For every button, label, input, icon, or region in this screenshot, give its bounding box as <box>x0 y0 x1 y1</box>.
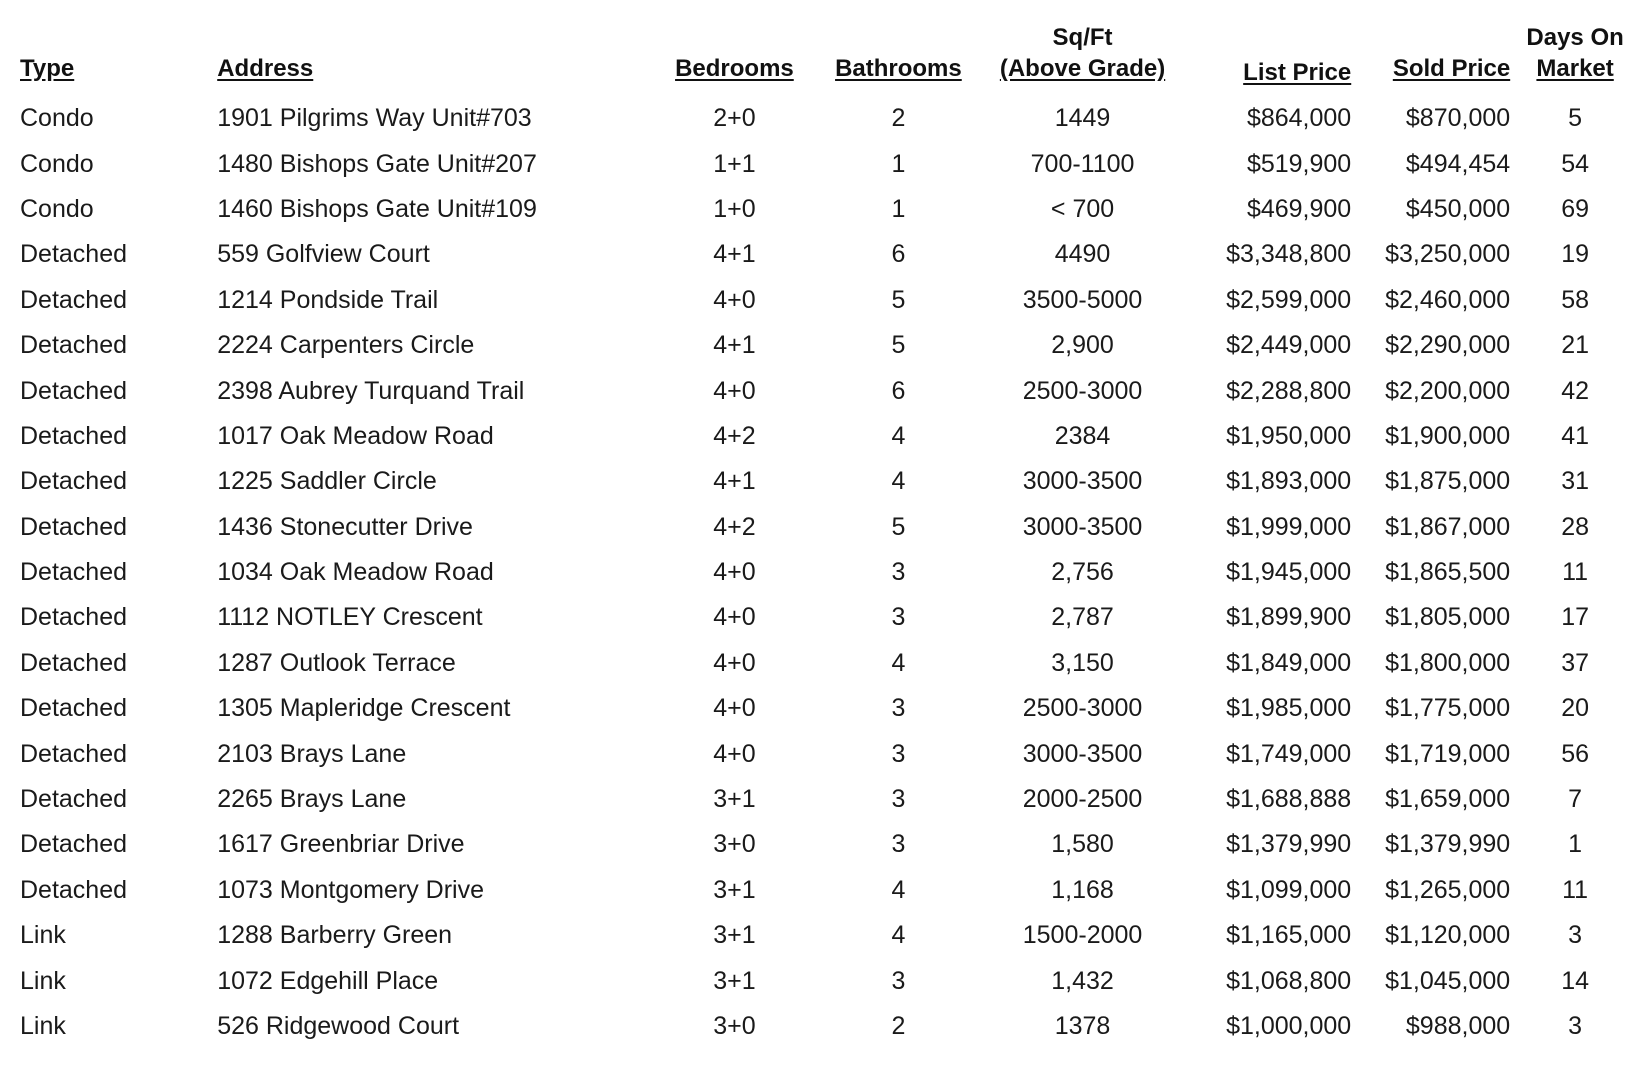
cell-bathrooms: 3 <box>891 739 906 768</box>
header-days-on-market <box>1516 18 1634 90</box>
cell-sold-price: $1,775,000 <box>1385 694 1511 723</box>
cell-type: Detached <box>20 331 128 360</box>
cell-address: 1214 Pondside Trail <box>217 285 439 314</box>
header-dom-line1: Days On <box>1526 24 1624 51</box>
cell-bedrooms: 4+0 <box>713 694 756 723</box>
cell-address: 1901 Pilgrims Way Unit#703 <box>217 104 532 133</box>
cell-address: 2103 Brays Lane <box>217 739 407 768</box>
cell-bedrooms: 4+0 <box>713 603 756 632</box>
cell-list-price: $1,099,000 <box>1226 875 1352 904</box>
table-row <box>14 913 1634 958</box>
cell-sqft: 2500-3000 <box>1022 694 1143 723</box>
cell-sqft: 1,432 <box>1051 966 1114 995</box>
cell-sqft: 1378 <box>1054 1012 1111 1040</box>
cell-bedrooms: 4+2 <box>713 421 756 450</box>
cell-type: Detached <box>20 558 128 587</box>
cell-address: 1017 Oak Meadow Road <box>217 421 494 450</box>
cell-days-on-market: 19 <box>1561 240 1589 269</box>
cell-list-price: $1,950,000 <box>1226 421 1352 450</box>
cell-type: Detached <box>20 785 128 814</box>
cell-bathrooms: 4 <box>891 921 906 950</box>
cell-type: Detached <box>20 467 128 496</box>
cell-list-price: $2,449,000 <box>1226 331 1352 360</box>
cell-list-price: $1,688,888 <box>1226 785 1352 814</box>
cell-address: 526 Ridgewood Court <box>217 1012 460 1040</box>
cell-address: 1436 Stonecutter Drive <box>217 512 473 541</box>
table-row <box>14 414 1634 459</box>
cell-days-on-market: 11 <box>1562 875 1589 904</box>
cell-bathrooms: 4 <box>891 467 906 496</box>
cell-sold-price: $450,000 <box>1405 194 1511 223</box>
cell-days-on-market: 20 <box>1561 694 1589 723</box>
cell-type: Link <box>20 1012 66 1040</box>
cell-type: Link <box>20 966 66 995</box>
cell-sqft: 3000-3500 <box>1022 512 1143 541</box>
cell-list-price: $1,749,000 <box>1226 739 1352 768</box>
cell-bathrooms: 3 <box>891 830 906 859</box>
table-row <box>14 686 1634 731</box>
table-row <box>14 777 1634 822</box>
cell-days-on-market: 17 <box>1561 603 1589 632</box>
cell-sold-price: $1,900,000 <box>1385 421 1511 450</box>
cell-bathrooms: 1 <box>891 194 906 223</box>
cell-list-price: $1,379,990 <box>1226 830 1352 859</box>
cell-sold-price: $1,805,000 <box>1385 603 1511 632</box>
cell-address: 1072 Edgehill Place <box>217 966 439 995</box>
cell-list-price: $1,849,000 <box>1226 648 1352 677</box>
cell-bedrooms: 3+0 <box>713 1012 756 1040</box>
header-sold-price: Sold Price <box>1392 55 1511 82</box>
cell-days-on-market: 42 <box>1561 376 1589 405</box>
cell-days-on-market: 3 <box>1568 1012 1583 1040</box>
cell-type: Detached <box>20 512 128 541</box>
header-sqft-line1: Sq/Ft <box>1052 24 1113 51</box>
cell-list-price: $1,985,000 <box>1226 694 1352 723</box>
table-row <box>14 641 1634 686</box>
header-address: Address <box>217 55 314 82</box>
cell-type: Link <box>20 921 66 950</box>
cell-sqft: 2,787 <box>1051 603 1114 632</box>
cell-days-on-market: 56 <box>1561 739 1589 768</box>
cell-sold-price: $1,865,500 <box>1385 558 1511 587</box>
cell-days-on-market: 41 <box>1561 421 1589 450</box>
cell-list-price: $2,599,000 <box>1226 285 1352 314</box>
cell-bedrooms: 3+1 <box>713 966 756 995</box>
cell-bedrooms: 4+0 <box>713 376 756 405</box>
cell-list-price: $519,900 <box>1246 149 1352 178</box>
cell-sold-price: $1,867,000 <box>1385 512 1511 541</box>
cell-type: Detached <box>20 830 128 859</box>
cell-address: 559 Golfview Court <box>217 240 430 269</box>
cell-bathrooms: 5 <box>891 512 906 541</box>
table-row <box>14 323 1634 368</box>
table-row <box>14 822 1634 867</box>
cell-days-on-market: 58 <box>1561 285 1589 314</box>
cell-bedrooms: 4+0 <box>713 285 756 314</box>
cell-address: 1034 Oak Meadow Road <box>217 558 494 587</box>
cell-sqft: 2384 <box>1054 421 1111 450</box>
header-dom-line2: Market <box>1536 55 1614 82</box>
cell-sqft: 3000-3500 <box>1022 739 1143 768</box>
cell-days-on-market: 69 <box>1561 194 1589 223</box>
cell-type: Condo <box>20 149 94 178</box>
cell-bedrooms: 4+0 <box>713 739 756 768</box>
cell-sqft: 2,900 <box>1051 331 1114 360</box>
header-sqft <box>982 18 1183 90</box>
table-row <box>14 505 1634 550</box>
cell-type: Detached <box>20 739 128 768</box>
table-row <box>14 368 1634 413</box>
cell-sqft: 1,580 <box>1051 830 1114 859</box>
cell-list-price: $1,068,800 <box>1226 966 1352 995</box>
header-sqft-line2: (Above Grade) <box>999 55 1166 82</box>
header-bathrooms: Bathrooms <box>835 55 962 82</box>
cell-sold-price: $2,290,000 <box>1385 331 1511 360</box>
cell-days-on-market: 31 <box>1561 467 1589 496</box>
cell-sqft: 3500-5000 <box>1022 285 1143 314</box>
table-row <box>14 731 1634 776</box>
cell-sold-price: $1,659,000 <box>1385 785 1511 814</box>
cell-sold-price: $988,000 <box>1405 1012 1511 1040</box>
header-type: Type <box>20 55 75 82</box>
table-row <box>14 141 1634 186</box>
cell-bedrooms: 3+0 <box>713 830 756 859</box>
cell-days-on-market: 3 <box>1568 921 1583 950</box>
cell-list-price: $1,165,000 <box>1226 921 1352 950</box>
cell-sold-price: $1,800,000 <box>1385 648 1511 677</box>
table-row <box>14 232 1634 277</box>
cell-type: Detached <box>20 603 128 632</box>
cell-sold-price: $1,379,990 <box>1385 830 1511 859</box>
cell-days-on-market: 21 <box>1561 331 1589 360</box>
cell-address: 2398 Aubrey Turquand Trail <box>217 376 525 405</box>
cell-days-on-market: 11 <box>1562 558 1589 587</box>
cell-bathrooms: 3 <box>891 558 906 587</box>
cell-address: 1073 Montgomery Drive <box>217 875 484 904</box>
cell-type: Condo <box>20 104 94 133</box>
cell-sqft: 2500-3000 <box>1022 376 1143 405</box>
cell-bathrooms: 3 <box>891 603 906 632</box>
cell-sold-price: $1,875,000 <box>1385 467 1511 496</box>
cell-list-price: $3,348,800 <box>1226 240 1352 269</box>
cell-bedrooms: 1+1 <box>713 149 756 178</box>
cell-sold-price: $1,719,000 <box>1385 739 1511 768</box>
header-row <box>14 18 1634 90</box>
table-row <box>14 278 1634 323</box>
cell-sold-price: $870,000 <box>1405 104 1511 133</box>
table-row <box>14 595 1634 640</box>
header-list-price: List Price <box>1243 59 1352 86</box>
cell-bedrooms: 4+1 <box>713 240 756 269</box>
cell-list-price: $864,000 <box>1246 104 1352 133</box>
cell-bathrooms: 5 <box>891 331 906 360</box>
cell-address: 1225 Saddler Circle <box>217 467 437 496</box>
cell-address: 1617 Greenbriar Drive <box>217 830 465 859</box>
cell-list-price: $2,288,800 <box>1226 376 1352 405</box>
cell-sqft: 1449 <box>1054 104 1111 133</box>
cell-sqft: 2,756 <box>1051 558 1114 587</box>
cell-bedrooms: 1+0 <box>713 194 756 223</box>
cell-sold-price: $1,120,000 <box>1385 921 1511 950</box>
cell-days-on-market: 7 <box>1568 785 1583 814</box>
cell-days-on-market: 28 <box>1561 512 1589 541</box>
cell-sold-price: $494,454 <box>1405 149 1511 178</box>
cell-bedrooms: 3+1 <box>713 875 756 904</box>
cell-list-price: $1,899,900 <box>1226 603 1352 632</box>
cell-type: Detached <box>20 285 128 314</box>
cell-address: 1460 Bishops Gate Unit#109 <box>217 194 537 223</box>
cell-address: 1288 Barberry Green <box>217 921 453 950</box>
cell-sold-price: $2,200,000 <box>1385 376 1511 405</box>
cell-days-on-market: 1 <box>1568 830 1583 859</box>
cell-list-price: $1,000,000 <box>1226 1012 1352 1040</box>
cell-sqft: 1500-2000 <box>1022 921 1143 950</box>
cell-bathrooms: 4 <box>891 648 906 677</box>
cell-address: 1480 Bishops Gate Unit#207 <box>217 149 537 178</box>
table-row <box>14 958 1634 1003</box>
table-row <box>14 459 1634 504</box>
cell-bathrooms: 4 <box>891 421 906 450</box>
cell-bathrooms: 3 <box>891 966 906 995</box>
cell-bathrooms: 3 <box>891 785 906 814</box>
cell-type: Condo <box>20 194 94 223</box>
cell-list-price: $1,893,000 <box>1226 467 1352 496</box>
table-body <box>14 90 1634 1049</box>
cell-bathrooms: 6 <box>891 240 906 269</box>
cell-bathrooms: 6 <box>891 376 906 405</box>
cell-days-on-market: 37 <box>1561 648 1589 677</box>
cell-sqft: 3,150 <box>1051 648 1114 677</box>
cell-address: 1112 NOTLEY Crescent <box>217 603 483 632</box>
table-row <box>14 550 1634 595</box>
cell-type: Detached <box>20 376 128 405</box>
cell-sqft: 700-1100 <box>1030 149 1135 178</box>
cell-days-on-market: 14 <box>1561 966 1589 995</box>
cell-sqft: 2000-2500 <box>1022 785 1143 814</box>
cell-sqft: < 700 <box>1050 194 1115 223</box>
cell-sold-price: $1,265,000 <box>1385 875 1511 904</box>
header-bedrooms: Bedrooms <box>675 55 794 82</box>
cell-sold-price: $3,250,000 <box>1385 240 1511 269</box>
cell-list-price: $1,945,000 <box>1226 558 1352 587</box>
cell-type: Detached <box>20 240 128 269</box>
cell-bathrooms: 5 <box>891 285 906 314</box>
cell-bedrooms: 4+0 <box>713 558 756 587</box>
cell-address: 2265 Brays Lane <box>217 785 407 814</box>
cell-bedrooms: 4+1 <box>713 467 756 496</box>
cell-address: 1305 Mapleridge Crescent <box>217 694 511 723</box>
cell-type: Detached <box>20 875 128 904</box>
cell-sqft: 3000-3500 <box>1022 467 1143 496</box>
cell-bathrooms: 4 <box>891 875 906 904</box>
cell-list-price: $1,999,000 <box>1226 512 1352 541</box>
cell-type: Detached <box>20 648 128 677</box>
cell-bedrooms: 3+1 <box>713 785 756 814</box>
table-header <box>14 18 1634 90</box>
table-row <box>14 1004 1634 1049</box>
cell-type: Detached <box>20 421 128 450</box>
table-row <box>14 868 1634 913</box>
cell-sqft: 1,168 <box>1051 875 1114 904</box>
cell-bathrooms: 2 <box>891 104 906 133</box>
cell-list-price: $469,900 <box>1246 194 1352 223</box>
cell-sold-price: $2,460,000 <box>1385 285 1511 314</box>
cell-bedrooms: 4+1 <box>713 331 756 360</box>
cell-bedrooms: 3+1 <box>713 921 756 950</box>
cell-bathrooms: 2 <box>891 1012 906 1040</box>
cell-bedrooms: 4+0 <box>713 648 756 677</box>
cell-sqft: 4490 <box>1054 240 1111 269</box>
table-row <box>14 90 1634 141</box>
cell-bedrooms: 2+0 <box>713 104 756 133</box>
cell-address: 2224 Carpenters Circle <box>217 331 475 360</box>
cell-sold-price: $1,045,000 <box>1385 966 1511 995</box>
table-row <box>14 187 1634 232</box>
cell-type: Detached <box>20 694 128 723</box>
cell-days-on-market: 54 <box>1561 149 1589 178</box>
cell-days-on-market: 5 <box>1568 104 1583 133</box>
cell-address: 1287 Outlook Terrace <box>217 648 456 677</box>
cell-bathrooms: 1 <box>891 149 906 178</box>
cell-bathrooms: 3 <box>891 694 906 723</box>
cell-bedrooms: 4+2 <box>713 512 756 541</box>
sold-listings-table <box>14 18 1634 1049</box>
